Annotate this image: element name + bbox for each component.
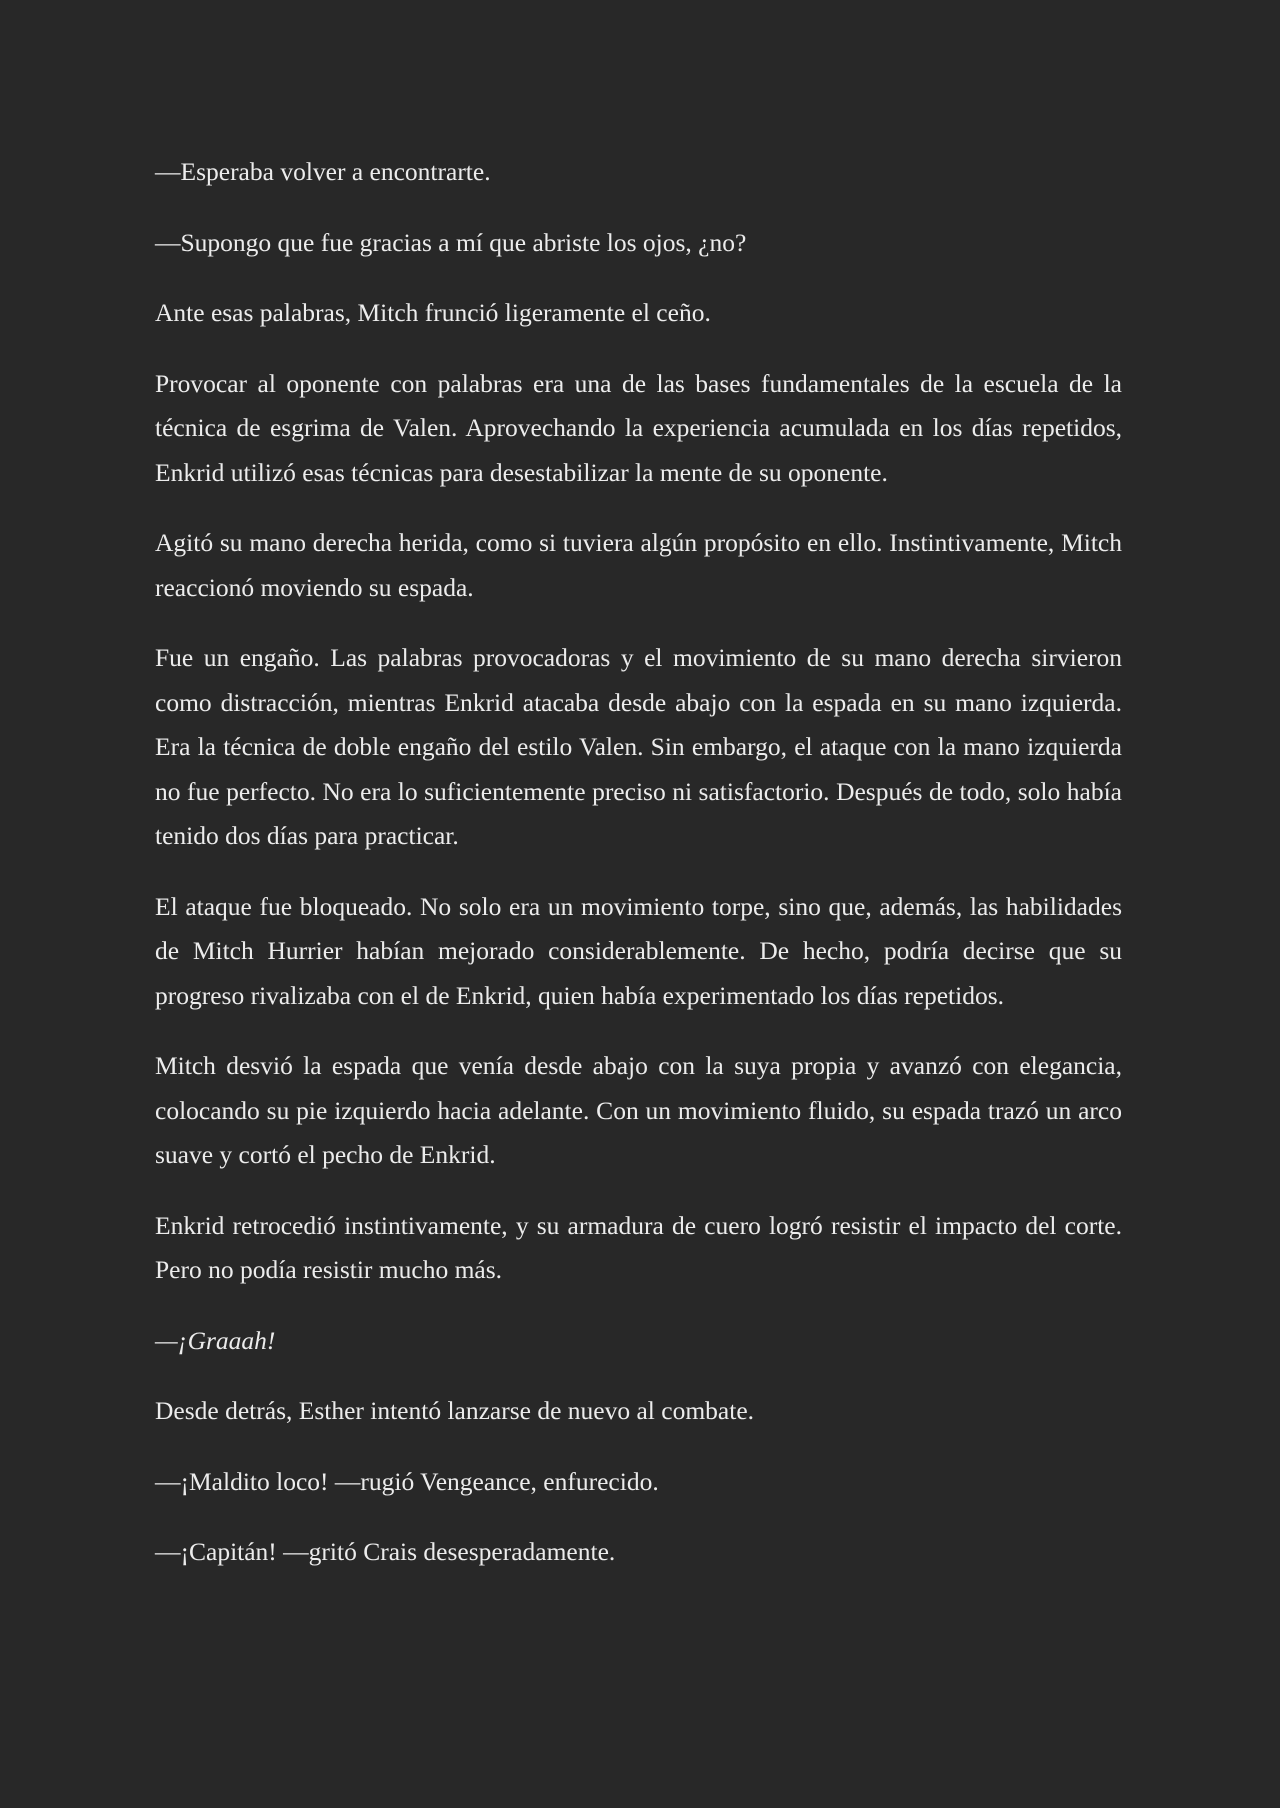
paragraph-4: Provocar al oponente con palabras era una de las bases fundamentales de la escuela de la técnica de esgrima de Valen. Aprovechando la experiencia acumulada en los días repetidos, Enkrid utilizó esas técnicas para desestabilizar la mente de su oponente.: [155, 368, 1122, 487]
paragraph-7: El ataque fue bloqueado. No solo era un movimiento torpe, sino que, además, las habilidades de Mitch Hurrier habían mejorado considerablemente. De hecho, podría decirse que su progreso rivalizaba con el de Enkrid, quien había experimentado los días repetidos.: [155, 891, 1122, 1010]
paragraph-6: Fue un engaño. Las palabras provocadoras y el movimiento de su mano derecha sirvieron como distracción, mientras Enkrid atacaba desde abajo con la espada en su mano izquierda. Era la técnica de doble engaño del estilo Valen. Sin embargo, el ataque con la mano izquierda no fue perfecto. No era lo suficientemente preciso ni satisfactorio. Después de todo, solo había tenido dos días para practicar.: [155, 643, 1122, 850]
reading-page: [155, 150, 1122, 1601]
paragraph-5: Agitó su mano derecha herida, como si tuviera algún propósito en ello. Instintivamente, Mitch reaccionó moviendo su espada.: [155, 528, 1122, 602]
paragraph-2: —Supongo que fue gracias a mí que abriste los ojos, ¿no?: [155, 227, 747, 257]
paragraph-12: —¡Maldito loco! —rugió Vengeance, enfurecido.: [155, 1466, 659, 1496]
paragraph-1: —Esperaba volver a encontrarte.: [155, 157, 491, 186]
paragraph-13: —¡Capitán! —gritó Crais desesperadamente.: [155, 1537, 616, 1566]
paragraph-10-shout: —¡Graaah!: [155, 1325, 276, 1355]
paragraph-11: Desde detrás, Esther intentó lanzarse de nuevo al combate.: [155, 1396, 755, 1425]
paragraph-9: Enkrid retrocedió instintivamente, y su armadura de cuero logró resistir el impacto del corte. Pero no podía resistir mucho más.: [155, 1210, 1122, 1284]
paragraph-8: Mitch desvió la espada que venía desde abajo con la suya propia y avanzó con elegancia, colocando su pie izquierdo hacia adelante. Con un movimiento fluido, su espada trazó un arco suave y cortó el pecho de Enkrid.: [155, 1051, 1122, 1169]
paragraph-3: Ante esas palabras, Mitch frunció ligeramente el ceño.: [155, 298, 711, 327]
